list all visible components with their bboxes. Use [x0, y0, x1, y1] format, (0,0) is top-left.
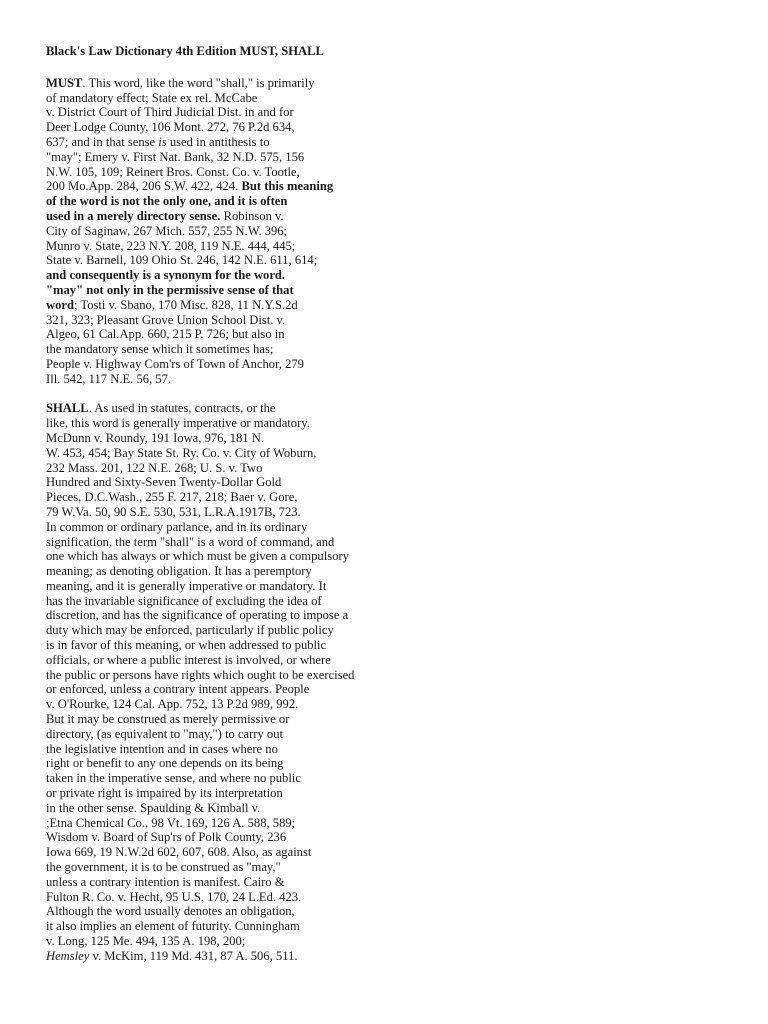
text-line — [46, 194, 746, 209]
text-run: Wisdom v. Board of Sup'rs of Polk County, 236 — [46, 830, 287, 845]
text-line — [46, 623, 746, 638]
text-line — [46, 816, 746, 831]
text-run: in the other sense. Spaulding & Kimball v. — [46, 800, 261, 815]
text-line — [46, 712, 746, 727]
text-line — [46, 179, 746, 194]
text-line — [46, 727, 746, 742]
text-line — [46, 934, 746, 949]
text-run: it also implies an element of futurity. Cunningham — [46, 919, 300, 934]
text-run: meaning, and it is generally imperative or mandatory. It — [46, 578, 327, 593]
text-run: But it may be construed as merely permissive or — [46, 712, 290, 727]
text-line — [46, 91, 746, 106]
text-line — [46, 239, 746, 254]
text-run: or private right is impaired by its interpretation — [46, 786, 283, 801]
text-line — [46, 327, 746, 342]
text-line — [46, 682, 746, 697]
text-line — [46, 653, 746, 668]
text-line — [46, 697, 746, 712]
text-run: Munro v. State, 223 N.Y. 208, 119 N.E. 444, 445; — [46, 238, 296, 253]
text-run: Algeo, 61 Cal.App. 660, 215 P. 726; but also in — [46, 327, 285, 342]
text-run: used in antithesis to — [166, 134, 270, 149]
text-line — [46, 756, 746, 771]
bold-run: word — [46, 297, 74, 312]
text-run: Iowa 669, 19 N.W.2d 602, 607, 608. Also, as against — [46, 845, 312, 860]
text-run: 200 Mo.App. 284, 206 S.W. 422, 424. — [46, 179, 242, 194]
text-line — [46, 594, 746, 609]
text-line — [46, 919, 746, 934]
text-line — [46, 401, 746, 416]
italic-run: Hemsley — [46, 948, 90, 963]
text-run: McDunn v. Roundy, 191 Iowa, 976, 181 N. — [46, 430, 265, 445]
text-line — [46, 860, 746, 875]
text-run: 321, 323; Pleasant Grove Union School Dist. v. — [46, 312, 286, 327]
text-run: . This word, like the word "shall," is primarily — [82, 75, 315, 90]
text-run: like, this word is generally imperative or mandatory. — [46, 416, 310, 431]
text-line — [46, 224, 746, 239]
bold-run: "may" not only in the permissive sense of that — [46, 282, 294, 297]
bold-run: MUST — [46, 75, 83, 90]
text-line — [46, 786, 746, 801]
text-line — [46, 505, 746, 520]
text-run: v. District Court of Third Judicial Dist. in and for — [46, 105, 294, 120]
text-line — [46, 357, 746, 372]
text-line — [46, 608, 746, 623]
text-line — [46, 949, 746, 964]
text-run: People v. Highway Com'rs of Town of Anchor, 279 — [46, 356, 304, 371]
text-run: State v. Barnell, 109 Ohio St. 246, 142 N.E. 611, 614; — [46, 253, 318, 268]
text-run: is in favor of this meaning, or when addressed to public — [46, 638, 327, 653]
bold-run: used in a merely directory sense. — [46, 208, 221, 223]
text-line — [46, 298, 746, 313]
bold-run: SHALL — [46, 401, 89, 416]
text-line — [46, 875, 746, 890]
text-run: 79 W.Va. 50, 90 S.E. 530, 531, L.R.A.1917B, 723. — [46, 504, 301, 519]
text-run: Ill. 542, 117 N.E. 56, 57. — [46, 371, 172, 386]
text-line — [46, 446, 746, 461]
text-run: the public or persons have rights which ought to be exercised — [46, 667, 355, 682]
text-line — [46, 372, 746, 387]
text-line — [46, 520, 746, 535]
text-run: Hundred and Sixty-Seven Twenty-Dollar Gold — [46, 475, 282, 490]
text-run: of mandatory effect; State ex rel. McCabe — [46, 90, 258, 105]
text-run: . As used in statutes, contracts, or the — [88, 401, 276, 416]
text-run: In common or ordinary parlance, and in its ordinary — [46, 519, 308, 534]
text-run: Deer Lodge County, 106 Mont. 272, 76 P.2d 634, — [46, 120, 295, 135]
text-line — [46, 268, 746, 283]
text-line — [46, 461, 746, 476]
text-run: the government, it is to be construed as "may," — [46, 860, 281, 875]
text-line — [46, 668, 746, 683]
document-page — [46, 44, 746, 964]
shall-entry — [46, 401, 746, 963]
bold-run: of the word is not the only one, and it is often — [46, 194, 288, 209]
text-line — [46, 475, 746, 490]
text-run: ;Etna Chemical Co., 98 Vt. 169, 126 A. 588, 589; — [46, 815, 296, 830]
text-run: one which has always or which must be given a compulsory — [46, 549, 349, 564]
text-line — [46, 416, 746, 431]
text-run: Robinson v. — [220, 208, 284, 223]
text-run: "may"; Emery v. First Nat. Bank, 32 N.D. 575, 156 — [46, 149, 305, 164]
text-line — [46, 845, 746, 860]
text-line — [46, 549, 746, 564]
text-run: Pieces, D.C.Wash., 255 F. 217, 218; Baer v. Gore, — [46, 490, 298, 505]
document-title: Black's Law Dictionary 4th Edition MUST, SHALL — [46, 44, 324, 58]
text-line — [46, 76, 746, 91]
text-line — [46, 150, 746, 165]
bold-run: But this meaning — [241, 179, 334, 194]
italic-run: is — [158, 134, 167, 149]
text-line — [46, 209, 746, 224]
text-line — [46, 342, 746, 357]
must-entry — [46, 76, 746, 387]
text-line — [46, 120, 746, 135]
text-line — [46, 253, 746, 268]
text-run: Fulton R. Co. v. Hecht, 95 U.S. 170, 24 L.Ed. 423. — [46, 889, 302, 904]
text-run: 232 Mass. 201, 122 N.E. 268; U. S. v. Two — [46, 460, 263, 475]
text-line — [46, 564, 746, 579]
text-run: right or benefit to any one depends on its being — [46, 756, 284, 771]
text-run: duty which may be enforced, particularly if public policy — [46, 623, 334, 638]
text-run: 637; and in that sense — [46, 134, 159, 149]
text-run: taken in the imperative sense, and where no public — [46, 771, 301, 786]
text-line — [46, 890, 746, 905]
text-line — [46, 165, 746, 180]
text-run: Although the word usually denotes an obligation, — [46, 904, 295, 919]
text-line — [46, 830, 746, 845]
text-run: W. 453, 454; Bay State St. Ry. Co. v. City of Woburn, — [46, 445, 317, 460]
text-run: City of Saginaw, 267 Mich. 557, 255 N.W. 396; — [46, 223, 288, 238]
text-line — [46, 431, 746, 446]
text-line — [46, 771, 746, 786]
text-run: v. Long, 125 Me. 494, 135 A. 198, 200; — [46, 934, 246, 949]
text-run: has the invariable significance of excluding the idea of — [46, 593, 322, 608]
text-run: officials, or where a public interest is involved, or where — [46, 652, 331, 667]
text-line — [46, 904, 746, 919]
text-line — [46, 490, 746, 505]
text-run: signification, the term "shall" is a word of command, and — [46, 534, 335, 549]
text-line — [46, 283, 746, 298]
text-run: discretion, and has the significance of operating to impose a — [46, 608, 349, 623]
text-line — [46, 135, 746, 150]
document-body — [46, 76, 746, 964]
text-line — [46, 105, 746, 120]
text-run: unless a contrary intention is manifest. Cairo & — [46, 874, 285, 889]
text-line — [46, 579, 746, 594]
bold-run: and consequently is a synonym for the word. — [46, 268, 286, 283]
text-run: meaning; as denoting obligation. It has a peremptory — [46, 564, 312, 579]
text-line — [46, 742, 746, 757]
text-line — [46, 313, 746, 328]
text-line — [46, 638, 746, 653]
text-run: the legislative intention and in cases where no — [46, 741, 278, 756]
text-run: or enforced, unless a contrary intent appears. People — [46, 682, 310, 697]
text-run: directory, (as equivalent to "may,") to carry out — [46, 726, 283, 741]
text-run: v. McKim, 119 Md. 431, 87 A. 506, 511. — [89, 948, 298, 963]
text-run: v. O'Rourke, 124 Cal. App. 752, 13 P.2d 989, 992. — [46, 697, 299, 712]
text-run: ; Tosti v. Sbano, 170 Misc. 828, 11 N.Y.S.2d — [74, 297, 298, 312]
text-run: the mandatory sense which it sometimes has; — [46, 342, 274, 357]
text-line — [46, 535, 746, 550]
text-run: N.W. 105, 109; Reinert Bros. Const. Co. v. Tootle, — [46, 164, 300, 179]
text-line — [46, 801, 746, 816]
